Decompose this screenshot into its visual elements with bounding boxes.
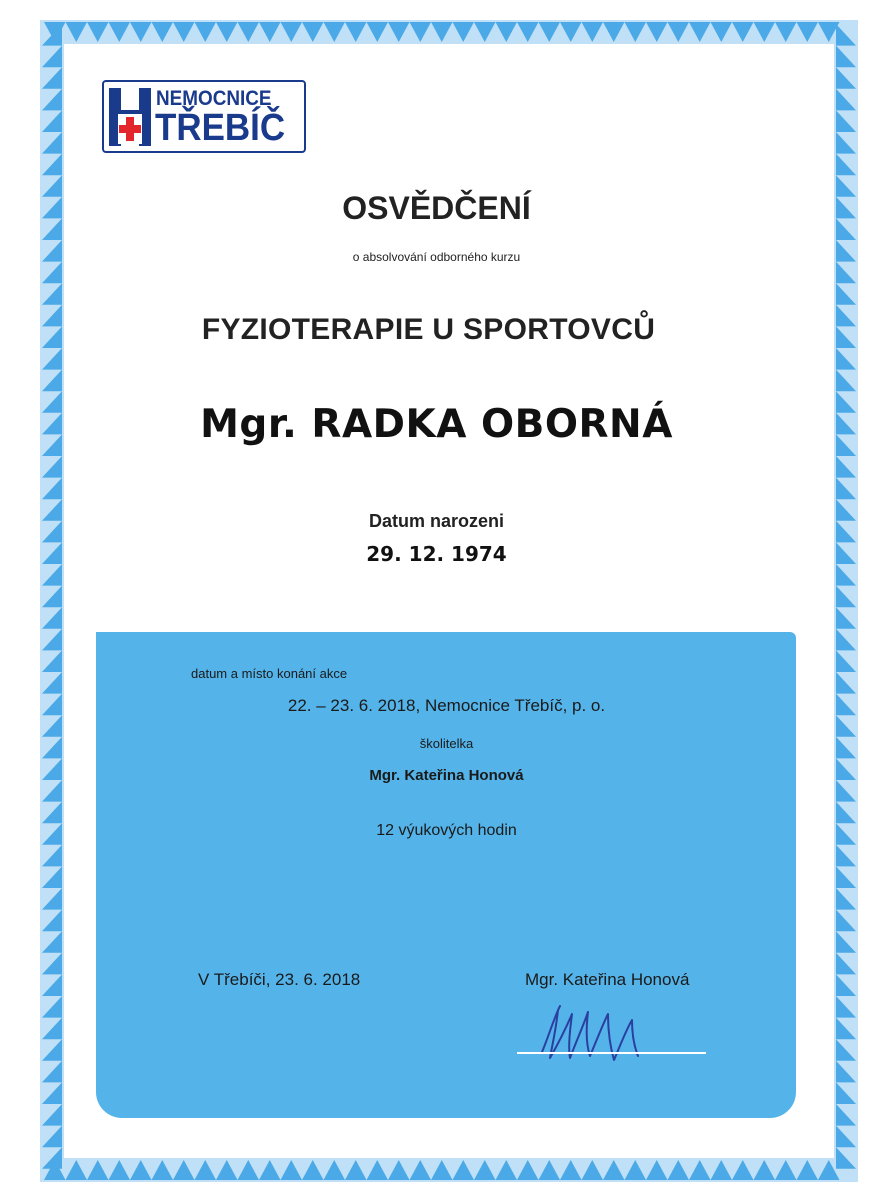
- trainer-label: školitelka: [419, 736, 474, 751]
- logo-text-line1: NEMOCNICE: [156, 87, 272, 110]
- handwritten-signature: [528, 1000, 658, 1065]
- event-date-place: 22. – 23. 6. 2018, Nemocnice Třebíč, p. o.: [287, 696, 606, 715]
- course-hours: 12 výukových hodin: [376, 822, 517, 839]
- trainer-name: Mgr. Kateřina Honová: [369, 767, 524, 784]
- issue-place-date: V Třebíči, 23. 6. 2018: [198, 970, 361, 989]
- signature-line: [517, 1052, 706, 1054]
- certificate-subtitle: o absolvování odborného kurzu: [352, 250, 521, 264]
- hospital-logo: [102, 80, 306, 153]
- course-name: FYZIOTERAPIE U SPORTOVCŮ: [201, 313, 656, 346]
- birth-date-label: Datum narozeni: [368, 511, 505, 531]
- certificate-title: OSVĚDČENÍ: [342, 190, 531, 226]
- hospital-cross-icon: [107, 86, 153, 148]
- signatory-name: Mgr. Kateřina Honová: [525, 970, 690, 989]
- birth-date-value: 29. 12. 1974: [366, 542, 507, 566]
- logo-text-line2: TŘEBÍČ: [155, 107, 286, 149]
- recipient-name: Mgr. RADKA OBORNÁ: [200, 402, 673, 447]
- event-label: datum a místo konání akce: [191, 666, 348, 681]
